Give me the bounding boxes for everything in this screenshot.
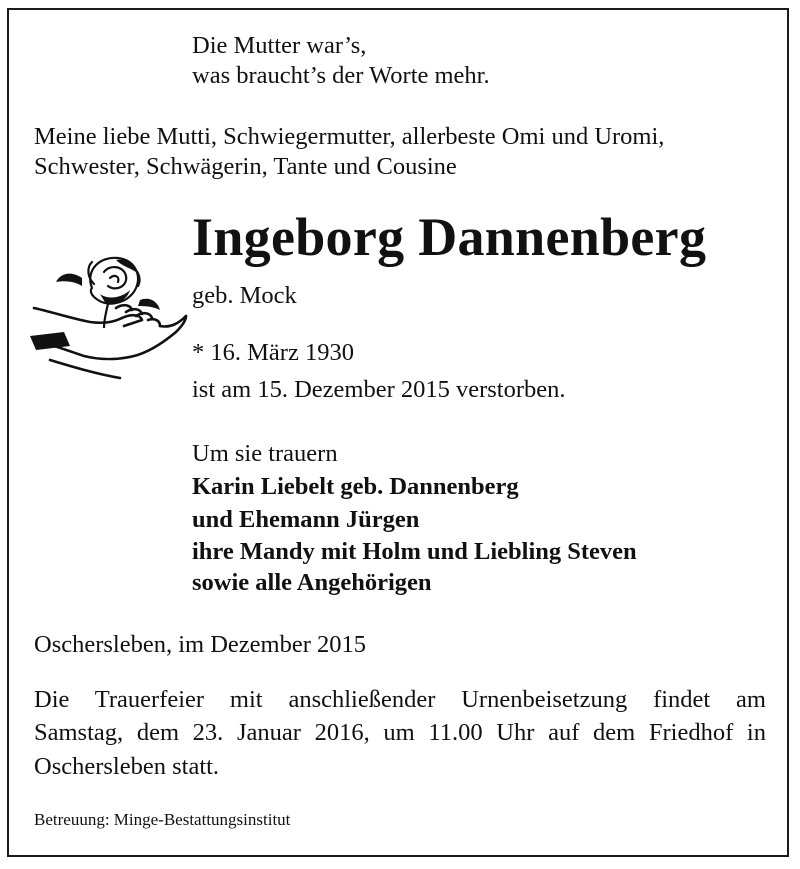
intro-line-1: Meine liebe Mutti, Schwiegermutter, allerbeste Omi und Uromi, — [34, 123, 665, 150]
motto-line-1: Die Mutter war’s, — [192, 32, 367, 59]
birth-date: * 16. März 1930 — [192, 339, 354, 366]
intro-line-2: Schwester, Schwägerin, Tante und Cousine — [34, 153, 457, 180]
rose-in-hands-icon — [30, 248, 190, 383]
mourners-heading: Um sie trauern — [192, 440, 338, 467]
birth-name: geb. Mock — [192, 282, 297, 309]
motto-line-2: was braucht’s der Worte mehr. — [192, 62, 490, 89]
ceremony-line-2: Samstag, dem 23. Januar 2016, um 11.00 Uhr auf dem Friedhof in — [34, 719, 766, 746]
ceremony-line-3: Oschersleben statt. — [34, 753, 220, 780]
funeral-home-credit: Betreuung: Minge-Bestattungsinstitut — [34, 810, 291, 829]
mourner-line: ihre Mandy mit Holm und Liebling Steven — [192, 538, 637, 565]
mourner-line: Karin Liebelt geb. Dannenberg — [192, 473, 519, 500]
mourner-line: sowie alle Angehörigen — [192, 569, 432, 596]
place-date: Oschersleben, im Dezember 2015 — [34, 631, 366, 658]
death-date: ist am 15. Dezember 2015 verstorben. — [192, 376, 566, 403]
deceased-name: Ingeborg Dannenberg — [192, 207, 707, 267]
mourner-line: und Ehemann Jürgen — [192, 506, 420, 533]
ceremony-line-1: Die Trauerfeier mit anschließender Urnenbeisetzung findet am — [34, 686, 766, 713]
